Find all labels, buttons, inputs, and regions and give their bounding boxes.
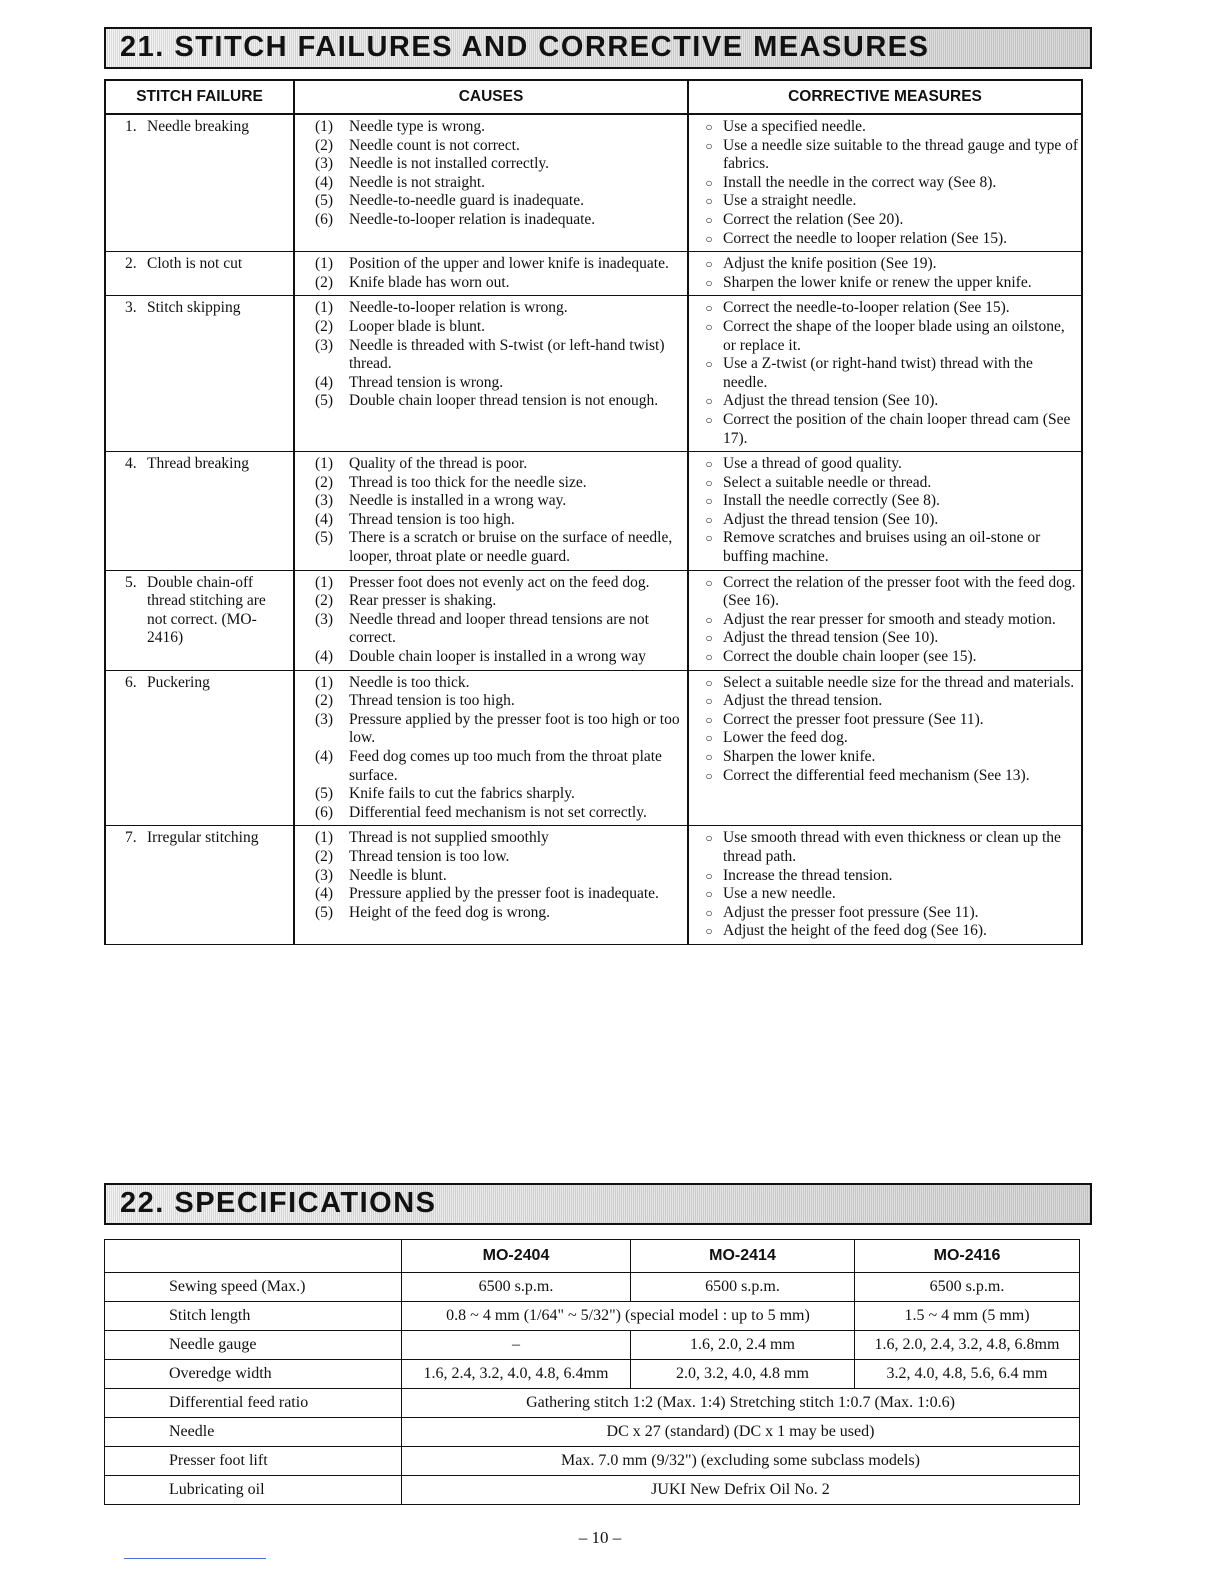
failure-number: 7. bbox=[125, 829, 137, 847]
bullet-circle-icon: ○ bbox=[705, 412, 713, 427]
cause-text: Knife blade has worn out. bbox=[349, 273, 510, 291]
table-header-row bbox=[105, 80, 1082, 114]
failure-number: 3. bbox=[125, 299, 137, 317]
cause-number: (1) bbox=[315, 255, 334, 273]
spec-label: Needle gauge bbox=[105, 1331, 402, 1360]
cause-item bbox=[295, 674, 687, 693]
cause-text: Double chain looper is installed in a wrong way bbox=[349, 648, 647, 666]
section-22-title: 22. SPECIFICATIONS bbox=[120, 1187, 437, 1219]
measure-text: Correct the needle-to-looper relation (See 15). bbox=[723, 299, 1010, 317]
spec-value: 2.0, 3.2, 4.0, 4.8 mm bbox=[631, 1360, 855, 1389]
measure-item bbox=[689, 411, 1081, 448]
cause-number: (3) bbox=[315, 155, 334, 173]
spec-value: Gathering stitch 1:2 (Max. 1:4) Stretching stitch 1:0.7 (Max. 1:0.6) bbox=[402, 1389, 1080, 1418]
spec-row-needle bbox=[105, 1418, 1080, 1447]
stitch-failure-cell bbox=[105, 826, 294, 945]
cause-item bbox=[295, 137, 687, 156]
stitch-failures-table bbox=[104, 79, 1083, 945]
cause-item bbox=[295, 174, 687, 193]
bullet-circle-icon: ○ bbox=[705, 138, 713, 153]
spec-row-differential-feed bbox=[105, 1389, 1080, 1418]
measure-text: Sharpen the lower knife or renew the upper knife. bbox=[723, 273, 1032, 291]
bullet-circle-icon: ○ bbox=[705, 494, 713, 509]
bullet-circle-icon: ○ bbox=[705, 868, 713, 883]
section-22-banner bbox=[104, 1183, 1092, 1225]
cause-number: (4) bbox=[315, 510, 334, 528]
measures-cell bbox=[688, 670, 1082, 826]
cause-text: Thread tension is wrong. bbox=[349, 373, 504, 391]
failure-name: Cloth is not cut bbox=[147, 255, 243, 273]
cause-item bbox=[295, 904, 687, 923]
cause-item bbox=[295, 255, 687, 274]
measure-text: Lower the feed dog. bbox=[723, 729, 848, 747]
cause-number: (5) bbox=[315, 192, 334, 210]
measure-text: Correct the differential feed mechanism (See 13). bbox=[723, 766, 1030, 784]
spec-value: 6500 s.p.m. bbox=[855, 1273, 1080, 1302]
causes-cell bbox=[294, 114, 688, 252]
cause-item bbox=[295, 337, 687, 374]
cause-number: (2) bbox=[315, 692, 334, 710]
cause-number: (1) bbox=[315, 573, 334, 591]
specifications-table bbox=[104, 1239, 1080, 1505]
spec-value: JUKI New Defrix Oil No. 2 bbox=[402, 1476, 1080, 1505]
cause-item bbox=[295, 592, 687, 611]
bullet-circle-icon: ○ bbox=[705, 457, 713, 472]
measure-text: Adjust the thread tension (See 10). bbox=[723, 392, 939, 410]
cause-text: Needle is too thick. bbox=[349, 673, 470, 691]
failure-name: Puckering bbox=[147, 673, 210, 691]
cause-item bbox=[295, 492, 687, 511]
measures-cell bbox=[688, 296, 1082, 452]
measure-text: Use a new needle. bbox=[723, 885, 836, 903]
measure-item bbox=[689, 829, 1081, 866]
cause-item bbox=[295, 211, 687, 230]
measure-text: Use a thread of good quality. bbox=[723, 455, 902, 473]
spec-label: Presser foot lift bbox=[105, 1447, 402, 1476]
measure-text: Use a needle size suitable to the thread gauge and type of fabrics. bbox=[723, 136, 1079, 173]
measure-text: Install the needle correctly (See 8). bbox=[723, 492, 940, 510]
measure-item bbox=[689, 230, 1081, 249]
causes-cell bbox=[294, 252, 688, 296]
measure-item bbox=[689, 255, 1081, 274]
measure-text: Use smooth thread with even thickness or clean up the thread path. bbox=[723, 829, 1061, 865]
cause-item bbox=[295, 474, 687, 493]
measure-item bbox=[689, 511, 1081, 530]
cause-text: Thread tension is too high. bbox=[349, 510, 515, 528]
failure-row bbox=[105, 296, 1082, 452]
cause-text: Needle-to-looper relation is wrong. bbox=[349, 299, 568, 317]
cause-number: (3) bbox=[315, 610, 334, 628]
cause-number: (6) bbox=[315, 803, 334, 821]
cause-number: (4) bbox=[315, 885, 334, 903]
bullet-circle-icon: ○ bbox=[705, 631, 713, 646]
cause-number: (1) bbox=[315, 829, 334, 847]
measure-item bbox=[689, 629, 1081, 648]
footer-rule bbox=[124, 1558, 266, 1559]
cause-item bbox=[295, 848, 687, 867]
cause-number: (2) bbox=[315, 136, 334, 154]
cause-text: Needle is not straight. bbox=[349, 173, 486, 191]
cause-item bbox=[295, 455, 687, 474]
spec-value: 6500 s.p.m. bbox=[631, 1273, 855, 1302]
spec-header-blank bbox=[105, 1240, 402, 1273]
measure-item bbox=[689, 867, 1081, 886]
spec-label: Sewing speed (Max.) bbox=[105, 1273, 402, 1302]
header-stitch-failure: STITCH FAILURE bbox=[105, 80, 294, 114]
spec-header-mo2414: MO-2414 bbox=[631, 1240, 855, 1273]
page-number: – 10 – bbox=[578, 1528, 622, 1547]
bullet-circle-icon: ○ bbox=[705, 175, 713, 190]
measures-cell bbox=[688, 826, 1082, 945]
cause-text: Differential feed mechanism is not set correctly. bbox=[349, 803, 647, 821]
cause-text: Presser foot does not evenly act on the feed dog. bbox=[349, 573, 650, 591]
spec-value: 1.6, 2.4, 3.2, 4.0, 4.8, 6.4mm bbox=[402, 1360, 631, 1389]
cause-number: (3) bbox=[315, 866, 334, 884]
cause-number: (2) bbox=[315, 273, 334, 291]
measure-text: Adjust the thread tension (See 10). bbox=[723, 629, 939, 647]
failure-number: 4. bbox=[125, 455, 137, 473]
measure-text: Increase the thread tension. bbox=[723, 866, 893, 884]
cause-item bbox=[295, 511, 687, 530]
measure-item bbox=[689, 455, 1081, 474]
measure-text: Correct the relation of the presser foot with the feed dog.(See 16). bbox=[723, 573, 1076, 610]
cause-text: Needle is threaded with S-twist (or left-hand twist) thread. bbox=[349, 336, 665, 373]
failure-number: 2. bbox=[125, 255, 137, 273]
cause-item bbox=[295, 392, 687, 411]
stitch-failure-cell bbox=[105, 452, 294, 571]
measure-item bbox=[689, 299, 1081, 318]
measure-item bbox=[689, 355, 1081, 392]
measure-item bbox=[689, 318, 1081, 355]
spec-header-row bbox=[105, 1240, 1080, 1273]
failure-row bbox=[105, 452, 1082, 571]
cause-item bbox=[295, 867, 687, 886]
measure-item bbox=[689, 529, 1081, 566]
cause-number: (3) bbox=[315, 710, 334, 728]
cause-text: Height of the feed dog is wrong. bbox=[349, 903, 551, 921]
cause-item bbox=[295, 192, 687, 211]
measure-item bbox=[689, 729, 1081, 748]
bullet-circle-icon: ○ bbox=[705, 887, 713, 902]
failure-name: Double chain-off thread stitching are not correct. (MO-2416) bbox=[147, 573, 266, 647]
measure-item bbox=[689, 192, 1081, 211]
cause-item bbox=[295, 529, 687, 566]
measure-text: Correct the relation (See 20). bbox=[723, 210, 904, 228]
bullet-circle-icon: ○ bbox=[705, 194, 713, 209]
measure-item bbox=[689, 474, 1081, 493]
measure-text: Correct the shape of the looper blade using an oilstone, or replace it. bbox=[723, 317, 1065, 354]
failure-number: 5. bbox=[125, 573, 137, 591]
cause-text: Needle thread and looper thread tensions are not correct. bbox=[349, 610, 649, 647]
failure-name: Irregular stitching bbox=[147, 829, 259, 847]
bullet-circle-icon: ○ bbox=[705, 475, 713, 490]
cause-item bbox=[295, 318, 687, 337]
measure-text: Correct the presser foot pressure (See 11). bbox=[723, 710, 984, 728]
stitch-failure-cell bbox=[105, 252, 294, 296]
cause-item bbox=[295, 155, 687, 174]
spec-row-overedge-width bbox=[105, 1360, 1080, 1389]
cause-number: (5) bbox=[315, 392, 334, 410]
measures-cell bbox=[688, 252, 1082, 296]
cause-number: (2) bbox=[315, 473, 334, 491]
measures-cell bbox=[688, 114, 1082, 252]
cause-number: (3) bbox=[315, 492, 334, 510]
cause-text: Thread is not supplied smoothly bbox=[349, 829, 549, 847]
causes-cell bbox=[294, 570, 688, 670]
cause-text: Knife fails to cut the fabrics sharply. bbox=[349, 785, 575, 803]
spec-header-mo2416: MO-2416 bbox=[855, 1240, 1080, 1273]
measure-text: Use a straight needle. bbox=[723, 192, 857, 210]
cause-item bbox=[295, 711, 687, 748]
spec-value: 3.2, 4.0, 4.8, 5.6, 6.4 mm bbox=[855, 1360, 1080, 1389]
bullet-circle-icon: ○ bbox=[705, 831, 713, 846]
cause-text: Needle-to-looper relation is inadequate. bbox=[349, 210, 596, 228]
cause-item bbox=[295, 574, 687, 593]
spec-label: Differential feed ratio bbox=[105, 1389, 402, 1418]
measure-text: Adjust the presser foot pressure (See 11). bbox=[723, 903, 979, 921]
measure-text: Use a specified needle. bbox=[723, 118, 866, 135]
measure-text: Install the needle in the correct way (See 8). bbox=[723, 173, 997, 191]
cause-number: (4) bbox=[315, 373, 334, 391]
failure-number: 1. bbox=[125, 118, 137, 135]
spec-value: 1.6, 2.0, 2.4 mm bbox=[631, 1331, 855, 1360]
cause-number: (2) bbox=[315, 317, 334, 335]
cause-number: (5) bbox=[315, 785, 334, 803]
bullet-circle-icon: ○ bbox=[705, 650, 713, 665]
bullet-circle-icon: ○ bbox=[705, 319, 713, 334]
spec-value: 6500 s.p.m. bbox=[402, 1273, 631, 1302]
failure-row bbox=[105, 826, 1082, 945]
cause-item bbox=[295, 804, 687, 823]
measure-item bbox=[689, 692, 1081, 711]
spec-value: 1.6, 2.0, 2.4, 3.2, 4.8, 6.8mm bbox=[855, 1331, 1080, 1360]
measure-text: Correct the needle to looper relation (See 15). bbox=[723, 229, 1008, 247]
cause-text: Thread tension is too high. bbox=[349, 692, 515, 710]
measures-cell bbox=[688, 570, 1082, 670]
measure-text: Adjust the rear presser for smooth and steady motion. bbox=[723, 610, 1056, 628]
cause-number: (4) bbox=[315, 748, 334, 765]
measure-item bbox=[689, 392, 1081, 411]
measure-item bbox=[689, 137, 1081, 174]
causes-cell bbox=[294, 452, 688, 571]
cause-item bbox=[295, 692, 687, 711]
cause-item bbox=[295, 748, 687, 785]
measure-text: Adjust the thread tension. bbox=[723, 692, 883, 710]
spec-value: – bbox=[402, 1331, 631, 1360]
cause-number: (1) bbox=[315, 673, 334, 691]
measure-item bbox=[689, 748, 1081, 767]
cause-text: Quality of the thread is poor. bbox=[349, 455, 528, 473]
cause-item bbox=[295, 611, 687, 648]
cause-text: Pressure applied by the presser foot is inadequate. bbox=[349, 885, 659, 903]
stitch-failure-cell bbox=[105, 670, 294, 826]
bullet-circle-icon: ○ bbox=[705, 257, 713, 272]
bullet-circle-icon: ○ bbox=[705, 731, 713, 746]
cause-text: Feed dog comes up too much from the throat plate surface. bbox=[349, 748, 662, 784]
measure-text: Adjust the thread tension (See 10). bbox=[723, 510, 939, 528]
measure-text: Adjust the height of the feed dog (See 16). bbox=[723, 922, 987, 940]
cause-text: Needle-to-needle guard is inadequate. bbox=[349, 192, 584, 210]
causes-cell bbox=[294, 296, 688, 452]
cause-item bbox=[295, 648, 687, 667]
cause-item bbox=[295, 299, 687, 318]
measure-item bbox=[689, 574, 1081, 611]
measure-item bbox=[689, 274, 1081, 293]
bullet-circle-icon: ○ bbox=[705, 394, 713, 409]
spec-value: 1.5 ~ 4 mm (5 mm) bbox=[855, 1302, 1080, 1331]
measure-item bbox=[689, 674, 1081, 693]
cause-number: (5) bbox=[315, 529, 334, 547]
cause-text: There is a scratch or bruise on the surface of needle, looper, throat plate or needle guard. bbox=[349, 529, 673, 566]
cause-item bbox=[295, 274, 687, 293]
cause-text: Thread is too thick for the needle size. bbox=[349, 473, 587, 491]
bullet-circle-icon: ○ bbox=[705, 612, 713, 627]
bullet-circle-icon: ○ bbox=[705, 301, 713, 316]
measure-text: Use a Z-twist (or right-hand twist) thread with the needle. bbox=[723, 355, 1033, 391]
bullet-circle-icon: ○ bbox=[705, 212, 713, 227]
stitch-failure-cell bbox=[105, 296, 294, 452]
bullet-circle-icon: ○ bbox=[705, 275, 713, 290]
cause-text: Thread tension is too low. bbox=[349, 847, 510, 865]
measure-item bbox=[689, 767, 1081, 786]
bullet-circle-icon: ○ bbox=[705, 575, 713, 590]
spec-row-needle-gauge bbox=[105, 1331, 1080, 1360]
measure-item bbox=[689, 611, 1081, 630]
cause-text: Needle count is not correct. bbox=[349, 136, 520, 154]
measure-item bbox=[689, 648, 1081, 667]
cause-text: Looper blade is blunt. bbox=[349, 317, 486, 335]
failure-row bbox=[105, 252, 1082, 296]
failure-number: 6. bbox=[125, 673, 137, 691]
measure-text: Select a suitable needle size for the thread and materials. bbox=[723, 673, 1075, 691]
failure-row bbox=[105, 114, 1082, 252]
measure-text: Correct the position of the chain looper thread cam (See 17). bbox=[723, 410, 1071, 447]
stitch-failure-cell bbox=[105, 114, 294, 252]
failure-row bbox=[105, 570, 1082, 670]
cause-text: Rear presser is shaking. bbox=[349, 592, 497, 610]
measure-text: Adjust the knife position (See 19). bbox=[723, 255, 937, 273]
spec-value: 0.8 ~ 4 mm (1/64" ~ 5/32") (special model : up to 5 mm) bbox=[402, 1302, 855, 1331]
failure-name: Needle breaking bbox=[147, 118, 249, 135]
bullet-circle-icon: ○ bbox=[705, 531, 713, 546]
causes-cell bbox=[294, 670, 688, 826]
measures-cell bbox=[688, 452, 1082, 571]
cause-number: (5) bbox=[315, 903, 334, 921]
bullet-circle-icon: ○ bbox=[705, 231, 713, 246]
spec-header-mo2404: MO-2404 bbox=[402, 1240, 631, 1273]
failure-row bbox=[105, 670, 1082, 826]
measure-text: Remove scratches and bruises using an oil-stone or buffing machine. bbox=[723, 529, 1041, 566]
cause-number: (1) bbox=[315, 455, 334, 473]
measure-text: Select a suitable needle or thread. bbox=[723, 473, 932, 491]
bullet-circle-icon: ○ bbox=[705, 768, 713, 783]
header-causes: CAUSES bbox=[294, 80, 688, 114]
cause-item bbox=[295, 785, 687, 804]
measure-text: Sharpen the lower knife. bbox=[723, 748, 876, 765]
cause-text: Needle is not installed correctly. bbox=[349, 155, 549, 173]
cause-item bbox=[295, 118, 687, 137]
cause-item bbox=[295, 374, 687, 393]
bullet-circle-icon: ○ bbox=[705, 750, 713, 764]
spec-row-presser-foot-lift bbox=[105, 1447, 1080, 1476]
measure-item bbox=[689, 922, 1081, 941]
bullet-circle-icon: ○ bbox=[705, 712, 713, 727]
failure-name: Thread breaking bbox=[147, 455, 249, 473]
cause-number: (4) bbox=[315, 173, 334, 191]
measure-item bbox=[689, 118, 1081, 137]
bullet-circle-icon: ○ bbox=[705, 357, 713, 372]
bullet-circle-icon: ○ bbox=[705, 675, 713, 690]
spec-label: Lubricating oil bbox=[105, 1476, 402, 1505]
cause-text: Needle type is wrong. bbox=[349, 118, 486, 135]
spec-row-sewing-speed bbox=[105, 1273, 1080, 1302]
cause-number: (2) bbox=[315, 847, 334, 865]
spec-row-stitch-length bbox=[105, 1302, 1080, 1331]
spec-label: Stitch length bbox=[105, 1302, 402, 1331]
spec-label: Overedge width bbox=[105, 1360, 402, 1389]
cause-number: (1) bbox=[315, 299, 334, 317]
stitch-failure-cell bbox=[105, 570, 294, 670]
cause-number: (1) bbox=[315, 118, 334, 135]
spec-value: Max. 7.0 mm (9/32") (excluding some subclass models) bbox=[402, 1447, 1080, 1476]
measure-item bbox=[689, 211, 1081, 230]
bullet-circle-icon: ○ bbox=[705, 120, 713, 134]
causes-cell bbox=[294, 826, 688, 945]
spec-value: DC x 27 (standard) (DC x 1 may be used) bbox=[402, 1418, 1080, 1447]
bullet-circle-icon: ○ bbox=[705, 924, 713, 939]
measure-item bbox=[689, 174, 1081, 193]
cause-text: Needle is installed in a wrong way. bbox=[349, 492, 567, 510]
measure-item bbox=[689, 492, 1081, 511]
cause-item bbox=[295, 829, 687, 848]
spec-row-lubricating-oil bbox=[105, 1476, 1080, 1505]
cause-text: Needle is blunt. bbox=[349, 866, 447, 884]
measure-text: Correct the double chain looper (see 15). bbox=[723, 648, 977, 666]
cause-number: (4) bbox=[315, 648, 334, 666]
header-corrective-measures: CORRECTIVE MEASURES bbox=[688, 80, 1082, 114]
spec-label: Needle bbox=[105, 1418, 402, 1447]
bullet-circle-icon: ○ bbox=[705, 512, 713, 527]
cause-text: Double chain looper thread tension is not enough. bbox=[349, 392, 659, 410]
measure-item bbox=[689, 711, 1081, 730]
cause-text: Position of the upper and lower knife is inadequate. bbox=[349, 255, 669, 273]
section-21-title: 21. STITCH FAILURES AND CORRECTIVE MEASURES bbox=[120, 31, 930, 63]
failure-name: Stitch skipping bbox=[147, 299, 241, 317]
cause-number: (6) bbox=[315, 210, 334, 228]
cause-number: (3) bbox=[315, 336, 334, 354]
bullet-circle-icon: ○ bbox=[705, 694, 713, 709]
cause-text: Pressure applied by the presser foot is too high or too low. bbox=[349, 710, 680, 747]
measure-item bbox=[689, 904, 1081, 923]
bullet-circle-icon: ○ bbox=[705, 905, 713, 920]
measure-item bbox=[689, 885, 1081, 904]
section-21-banner bbox=[104, 27, 1092, 69]
cause-number: (2) bbox=[315, 592, 334, 610]
failures-body bbox=[105, 114, 1082, 944]
cause-item bbox=[295, 885, 687, 904]
